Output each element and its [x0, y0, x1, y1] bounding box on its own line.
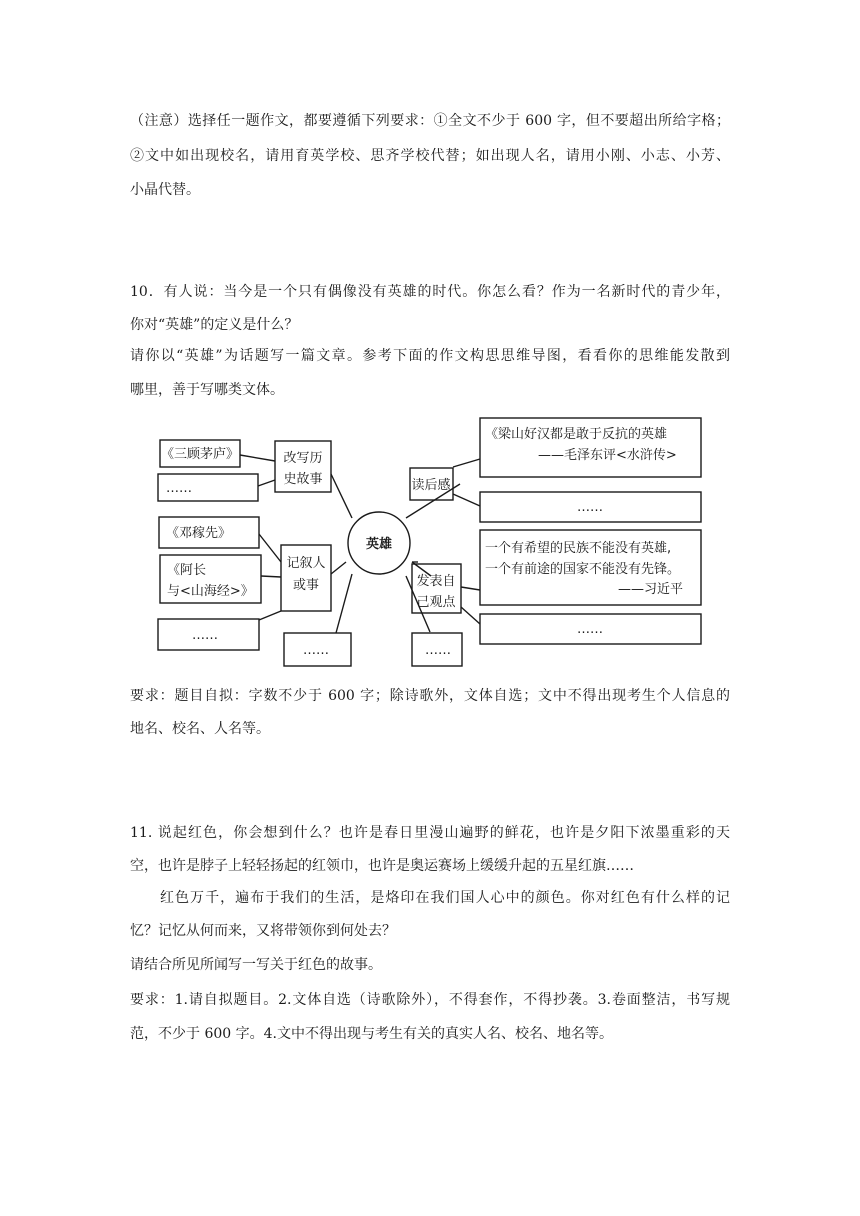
box-liangshan-text: 《梁山好汉都是敢于反抗的英雄 — [485, 427, 668, 442]
q11-line-2: 空，也许是脖子上轻轻扬起的红领巾，也许是奥运赛场上缓缓升起的五星红旗…… — [130, 858, 634, 874]
q10-line-2: 你对“英雄”的定义是什么？ — [130, 317, 299, 333]
box-bottom-right-ellipsis: …… — [425, 643, 451, 658]
q10-line-4: 哪里，善于写哪类文体。 — [130, 382, 284, 398]
branch-opinion-line-1: 发表自 — [416, 574, 456, 589]
box-dengjiaxian-text: 《邓稼先》 — [166, 526, 232, 541]
note-line-1: （注意）选择任一题作文，都要遵循下列要求：①全文不少于 600 字，但不要超出所给字格； — [130, 113, 730, 129]
q10-line-3: 请你以“英雄”为话题写一篇文章。参考下面的作文构思思维导图，看看你的思维能发散到 — [130, 348, 730, 364]
branch-reading-label: 读后感 — [411, 478, 451, 493]
branch-history-line-2: 史故事 — [283, 472, 323, 487]
q11-req-line-1: 要求：1.请自拟题目。2.文体自选（诗歌除外），不得套作，不得抄袭。3.卷面整洁，书写规 — [130, 992, 730, 1008]
note-line-3: 小晶代替。 — [130, 182, 200, 198]
branch-opinion-line-2: 己观点 — [416, 595, 456, 610]
note-line-2: ②文中如出现校名，请用育英学校、思齐学校代替；如出现人名，请用小刚、小志、小芳、 — [130, 148, 730, 164]
q11-line-5: 请结合所见所闻写一写关于红色的故事。 — [130, 957, 382, 973]
box-quote-line-2: 一个有前途的国家不能没有先锋。 — [485, 562, 681, 577]
q11-req-line-2: 范，不少于 600 字。4.文中不得出现与考生有关的真实人名、校名、地名等。 — [130, 1026, 613, 1042]
q11-line-1: 11. 说起红色，你会想到什么？也许是春日里漫山遍野的鲜花，也许是夕阳下浓墨重彩的天 — [130, 825, 730, 841]
box-opinion-ellipsis: …… — [577, 622, 603, 637]
q11-line-3: 红色万千，遍布于我们的生活，是烙印在我们国人心中的颜色。你对红色有什么样的记 — [160, 890, 730, 906]
box-narrate-ellipsis: …… — [192, 628, 218, 643]
box-azhang-line-2: 与<山海经>》 — [167, 584, 254, 599]
box-history-ellipsis: …… — [166, 481, 192, 496]
center-node-label: 英雄 — [365, 537, 393, 552]
q11-line-4: 忆？记忆从何而来，又将带领你到何处去？ — [130, 923, 396, 939]
box-quote-line-1: 一个有希望的民族不能没有英雄, — [485, 541, 672, 556]
q10-line-1: 10．有人说：当今是一个只有偶像没有英雄的时代。你怎么看？作为一名新时代的青少年， — [130, 284, 730, 300]
box-azhang-line-1: 《阿长 — [167, 563, 207, 578]
box-quote-source: ——习近平 — [618, 582, 684, 597]
branch-history-line-1: 改写历 — [283, 451, 323, 466]
box-liangshan-source: ——毛泽东评<水浒传> — [538, 448, 677, 463]
q10-req-line-1: 要求：题目自拟：字数不少于 600 字；除诗歌外，文体自选；文中不得出现考生个人信息的 — [130, 688, 730, 704]
branch-narrate-line-1: 记叙人 — [286, 556, 326, 571]
mind-map — [150, 414, 710, 676]
box-bottom-left-ellipsis: …… — [303, 643, 329, 658]
q10-req-line-2: 地名、校名、人名等。 — [130, 721, 270, 737]
box-reading-ellipsis: …… — [577, 500, 603, 515]
branch-narrate-line-2: 或事 — [292, 578, 320, 593]
box-sangu-text: 《三顾茅庐》 — [160, 447, 240, 462]
